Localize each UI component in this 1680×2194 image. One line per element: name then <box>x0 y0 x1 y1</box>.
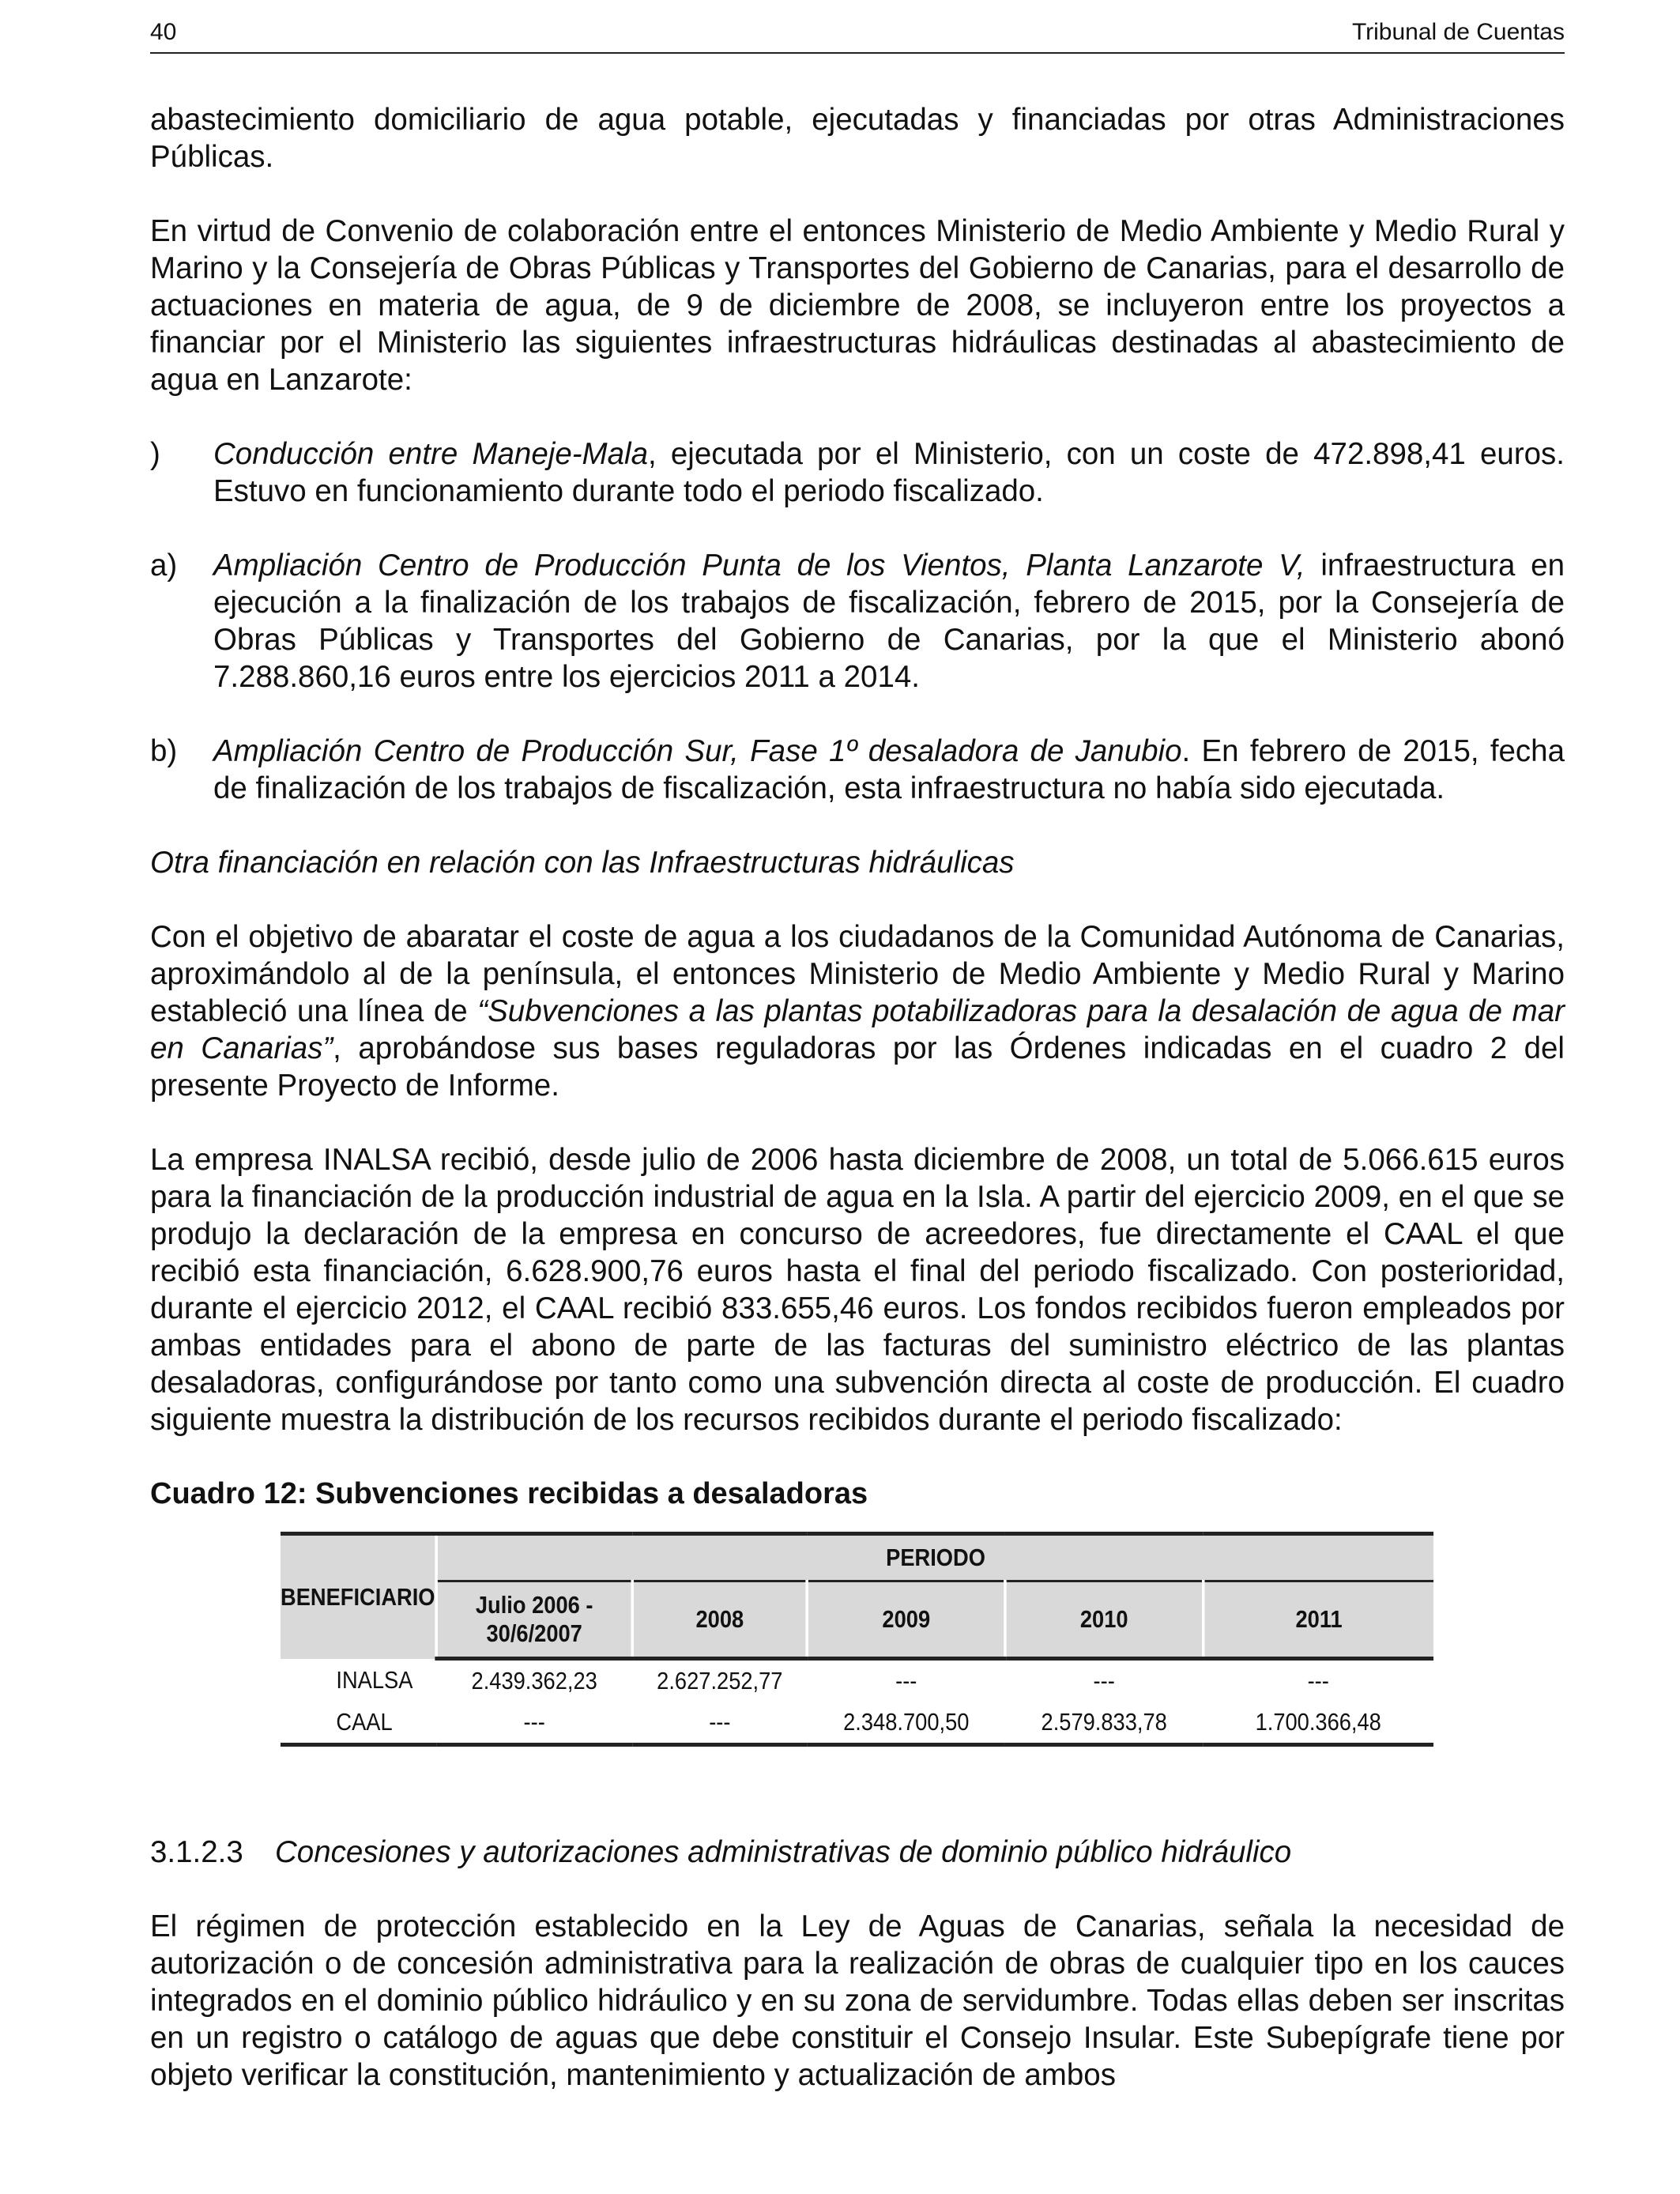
list-marker: ) <box>150 437 160 471</box>
column-header-year: 2008 <box>632 1581 807 1659</box>
page-header <box>150 19 1565 54</box>
column-header-year: 2009 <box>808 1581 1005 1659</box>
table-container <box>281 1532 1433 1747</box>
subheading <box>150 844 1565 881</box>
table-cell: --- <box>1093 1667 1115 1695</box>
table-cell: 2.348.700,50 <box>808 1702 1005 1745</box>
section-number: 3.1.2.3 <box>150 1835 243 1869</box>
list-item-text: , ejecutada por el Ministerio, con un coste de 472.898,41 euros. Estuvo en funcionamiento durante todo el periodo fiscalizado. <box>213 437 1565 508</box>
column-header-period-first <box>436 1581 632 1659</box>
list-item-title: Ampliación Centro de Producción Sur, Fase 1º desaladora de Janubio <box>213 734 1182 768</box>
section-heading <box>150 1834 1565 1871</box>
table-cell: 2.627.252,77 <box>657 1667 783 1695</box>
list-item-title: Ampliación Centro de Producción Punta de los Vientos, Planta Lanzarote V, <box>213 548 1305 582</box>
table-cell: 2.579.833,78 <box>1005 1702 1203 1745</box>
period-line: 30/6/2007 <box>486 1619 582 1647</box>
cell-beneficiario: CAAL <box>281 1702 436 1745</box>
section-title: Concesiones y autorizaciones administrativas de dominio público hidráulico <box>275 1835 1292 1869</box>
list-item-text: . En febrero de 2015, fecha de finalización de los trabajos de fiscalización, esta infraestructura no había sido ejecutada. <box>213 734 1565 805</box>
paragraph-inalsa: La empresa INALSA recibió, desde julio de 2006 hasta diciembre de 2008, un total de 5.066.615 euros para la financiación de la producción industrial de agua en la Isla. A partir del ejercicio 2009, en el que se produjo la declaración de la empresa en concurso de acreedores, fue directamente el CAAL el que recibió esta financiación, 6.628.900,76 euros hasta el final del periodo fiscalizado. Con posterioridad, durante el ejercicio 2012, el CAAL recibió 833.655,46 euros. Los fondos recibidos fueron empleados por ambas entidades para el abono de parte de las facturas del suministro eléctrico de las plantas desaladoras, configurándose por tanto como una subvención directa al coste de producción. El cuadro siguiente muestra la distribución de los recursos recibidos durante el periodo fiscalizado: <box>150 1143 1565 1437</box>
paragraph-subvenciones <box>150 918 1565 1104</box>
document-body <box>150 101 1565 2094</box>
list-marker: a) <box>150 548 178 582</box>
paragraph-convenio: En virtud de Convenio de colaboración entre el entonces Ministerio de Medio Ambiente y Medio Rural y Marino y la Consejería de Obras Públicas y Transportes del Gobierno de Canarias, para el desarrollo de actuaciones en materia de agua, de 9 de diciembre de 2008, se incluyeron entre los proyectos a financiar por el Ministerio las siguientes infraestructuras hidráulicas destinadas al abastecimiento de agua en Lanzarote: <box>150 214 1565 397</box>
publisher-name: Tribunal de Cuentas <box>1351 19 1565 45</box>
paragraph-quote: “Subvenciones a las plantas potabilizadoras para la desalación de agua de mar en Canarias” <box>150 994 1565 1065</box>
paragraph-regimen: El régimen de protección establecido en la Ley de Aguas de Canarias, señala la necesidad de autorización o de concesión administrativa para la realización de obras de cualquier tipo en los cauces integrados en el dominio público hidráulico y en su zona de servidumbre. Todas ellas deben ser inscritas en un registro o catálogo de aguas que debe constituir el Consejo Insular. Este Subepígrafe tiene por objeto verificar la constitución, mantenimiento y actualización de ambos <box>150 1909 1565 2092</box>
list-item-text: infraestructura en ejecución a la finalización de los trabajos de fiscalización, febrero de 2015, por la Consejería de Obras Públicas y Transportes del Gobierno de Canarias, por la que el Ministerio abonó 7.288.860,16 euros entre los ejercicios 2011 a 2014. <box>213 548 1565 694</box>
table-cell: --- <box>436 1702 632 1745</box>
column-header-year: 2010 <box>1005 1581 1203 1659</box>
column-header-periodo: PERIODO <box>436 1534 1433 1581</box>
table-cell: --- <box>632 1702 807 1745</box>
table-caption: Cuadro 12: Subvenciones recibidas a desaladoras <box>150 1477 868 1510</box>
subvenciones-table <box>281 1532 1433 1747</box>
list-item <box>150 547 1565 696</box>
table-cell: 2.439.362,23 <box>471 1667 597 1695</box>
period-line: Julio 2006 - <box>475 1591 593 1619</box>
table-cell: 1.700.366,48 <box>1203 1702 1433 1745</box>
table-row <box>281 1702 1433 1745</box>
page-number: 40 <box>150 19 177 45</box>
subheading-text: Otra financiación en relación con las Infraestructuras hidráulicas <box>150 846 1015 880</box>
table-row <box>281 1659 1433 1702</box>
column-header-year: 2011 <box>1203 1581 1433 1659</box>
paragraph-text: , aprobándose sus bases reguladoras por las Órdenes indicadas en el cuadro 2 del presente Proyecto de Informe. <box>150 1031 1565 1103</box>
list-marker: b) <box>150 734 178 768</box>
table-cell: --- <box>895 1667 917 1695</box>
list-item <box>150 733 1565 807</box>
cell-beneficiario: INALSA <box>336 1665 413 1694</box>
paragraph-intro: abastecimiento domiciliario de agua potable, ejecutadas y financiadas por otras Administraciones Públicas. <box>150 103 1565 174</box>
list-item <box>150 435 1565 510</box>
paragraph-text: Con el objetivo de abaratar el coste de agua a los ciudadanos de la Comunidad Autónoma de Canarias, aproximándolo al de la península, el entonces Ministerio de Medio Ambiente y Medio Rural y Marino estableció una línea de <box>150 920 1565 1028</box>
column-header-beneficiario: BENEFICIARIO <box>281 1534 436 1659</box>
list-item-title: Conducción entre Maneje-Mala <box>213 437 648 471</box>
table-cell: --- <box>1307 1667 1329 1695</box>
